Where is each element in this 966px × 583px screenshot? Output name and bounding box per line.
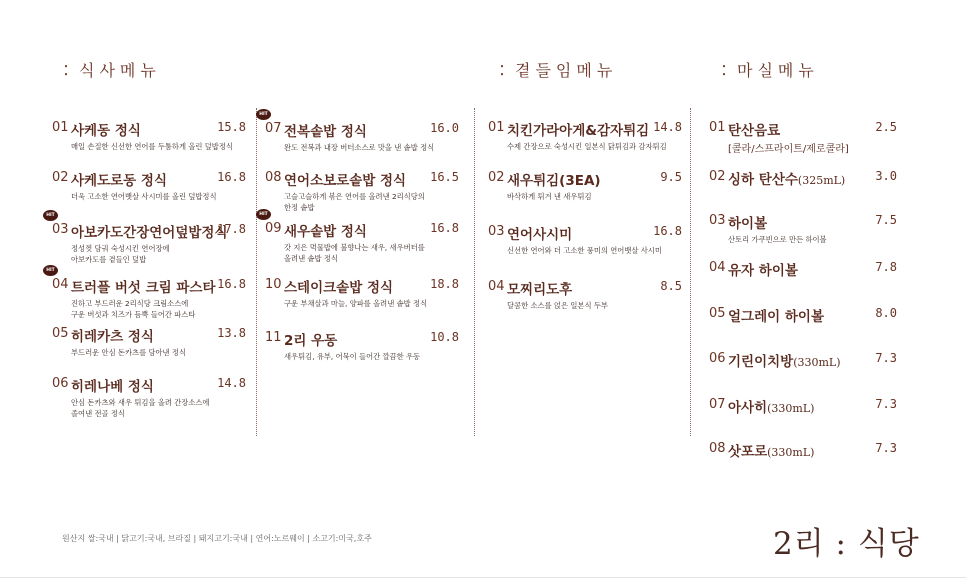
section-title-meal: ∶식사메뉴 (58, 61, 161, 80)
item-name (728, 259, 798, 279)
item-header (52, 277, 246, 295)
item-price: 16.0 (430, 121, 459, 135)
item-description (52, 298, 246, 320)
item-number: 04 (709, 260, 726, 275)
item-name-text: 삿포로 (728, 444, 768, 460)
item-price: 2.5 (875, 120, 897, 134)
item-description (265, 351, 459, 362)
item-description (265, 191, 459, 213)
item-name-text: 히레나베 정식 (71, 379, 154, 395)
item-name (728, 119, 780, 139)
menu-item (709, 397, 897, 415)
item-header (265, 121, 459, 139)
item-price: 7.3 (875, 397, 897, 411)
item-name-text: 2리 우동 (284, 333, 338, 349)
menu-item (709, 351, 897, 369)
item-name-text: 아사히 (728, 400, 768, 416)
item-name-text: 탄산음료 (728, 123, 781, 139)
menu-item (265, 277, 459, 309)
item-price: 16.8 (217, 277, 246, 291)
item-name (728, 440, 814, 460)
item-number: 01 (488, 120, 505, 135)
menu-item (46, 213, 246, 265)
item-header (265, 277, 459, 295)
item-number: 06 (52, 376, 69, 391)
origin-note: 원산지 쌀:국내 | 닭고기:국내, 브라질 | 돼지고기:국내 | 연어:노르웨이 | 소고기:미국,호주 (62, 534, 372, 543)
item-name (507, 119, 649, 139)
item-name (284, 169, 406, 189)
item-description (709, 234, 897, 245)
item-name (71, 119, 141, 139)
menu-item (46, 268, 246, 320)
item-header (265, 330, 459, 348)
menu-item (709, 213, 897, 245)
item-name-text: 스테이크솥밥 정식 (284, 280, 394, 296)
item-number: 02 (488, 170, 505, 185)
hit-badge-icon: HIT (256, 109, 271, 120)
description-line: 산토리 가쿠빈으로 만든 하이볼 (728, 235, 827, 244)
item-number: 05 (52, 326, 69, 341)
item-number: 04 (52, 277, 69, 292)
item-price: 17.8 (217, 222, 246, 236)
description-line: 완도 전복과 내장 버터소스로 맛을 낸 솥밥 정식 (284, 143, 435, 152)
item-header (488, 279, 682, 297)
description-line: 고슬고슬하게 볶은 연어를 올려낸 2리식당의 (284, 192, 425, 201)
item-description (265, 242, 459, 264)
item-volume: (330mL) (767, 402, 815, 415)
menu-item (259, 212, 459, 264)
hit-badge-icon: HIT (43, 265, 58, 276)
item-name-text: 새우솥밥 정식 (284, 224, 367, 240)
item-name (728, 396, 814, 416)
description-line: 달콤한 소스를 얹은 일본식 두부 (507, 301, 608, 310)
menu-item (259, 112, 459, 153)
item-name-text: 사케동 정식 (71, 123, 141, 139)
menu-item (52, 170, 246, 202)
item-header (488, 120, 682, 138)
column-divider (474, 108, 475, 436)
item-name (71, 169, 167, 189)
item-name-text: 싱하 탄산수 (728, 172, 798, 188)
item-number: 09 (265, 221, 282, 236)
item-description (52, 397, 246, 419)
item-number: 08 (265, 170, 282, 185)
menu-item (709, 306, 897, 324)
item-header (488, 224, 682, 242)
description-line: 아보카도를 곁들인 덮밥 (71, 255, 147, 264)
item-description (488, 141, 682, 152)
item-volume: (330mL) (793, 356, 841, 369)
item-number: 02 (52, 170, 69, 185)
item-price: 13.8 (217, 326, 246, 340)
item-name-text: 새우튀김(3EA) (507, 173, 601, 189)
item-header (488, 170, 682, 188)
item-price: 18.8 (430, 277, 459, 291)
menu-item (265, 330, 459, 362)
description-line: 올려낸 솥밥 정식 (284, 254, 338, 263)
menu-item (709, 120, 897, 155)
menu-item (488, 279, 682, 311)
item-price: 3.0 (875, 169, 897, 183)
item-header (709, 213, 897, 231)
item-header (709, 351, 897, 369)
description-line: 부드러운 안심 돈카츠를 담아낸 정식 (71, 348, 187, 357)
item-header (52, 222, 246, 240)
hit-badge-icon: HIT (43, 210, 58, 221)
item-price: 7.3 (875, 441, 897, 455)
item-number: 03 (488, 224, 505, 239)
description-line: 갓 지은 먹물밥에 불향나는 새우, 새우버터를 (284, 243, 425, 252)
section-title-drink: ∶마실메뉴 (716, 61, 819, 80)
item-price: 7.5 (875, 213, 897, 227)
item-price: 16.8 (217, 170, 246, 184)
item-name-text: 히레카츠 정식 (71, 329, 154, 345)
item-number: 02 (709, 169, 726, 184)
item-header (52, 170, 246, 188)
item-header (52, 120, 246, 138)
item-name-text: 사케도로동 정식 (71, 173, 167, 189)
item-name (507, 223, 572, 243)
column-divider (256, 108, 257, 436)
item-name-text: 유자 하이볼 (728, 263, 798, 279)
item-number: 06 (709, 351, 726, 366)
section-title-side: ∶곁들임메뉴 (494, 61, 618, 80)
item-name (284, 220, 367, 240)
item-name-text: 트러플 버섯 크림 파스타 (71, 280, 216, 296)
item-description (265, 142, 459, 153)
item-note: [콜라/스프라이트/제로콜라] (728, 144, 849, 155)
description-line: 졸여낸 전골 정식 (71, 409, 125, 418)
item-name (71, 276, 216, 296)
hit-badge-icon: HIT (256, 209, 271, 220)
item-name (728, 212, 767, 232)
item-price: 10.8 (430, 330, 459, 344)
item-description (488, 191, 682, 202)
item-header (709, 306, 897, 324)
description-line: 신선한 연어와 더 고소한 풍미의 연어뱃살 사시미 (507, 246, 662, 255)
item-number: 07 (265, 121, 282, 136)
item-name-text: 모찌리도후 (507, 282, 573, 298)
item-header (265, 221, 459, 239)
description-line: 안심 돈카츠와 새우 튀김을 올려 간장소스에 (71, 398, 210, 407)
description-line: 새우튀김, 유부, 어묵이 들어간 깔끔한 우동 (284, 352, 421, 361)
item-number: 03 (709, 213, 726, 228)
menu-item (52, 326, 246, 358)
item-description (52, 347, 246, 358)
item-header (52, 326, 246, 344)
item-number: 11 (265, 330, 282, 345)
item-name (284, 276, 393, 296)
item-description (488, 300, 682, 311)
item-number: 03 (52, 222, 69, 237)
item-name (284, 120, 367, 140)
item-header (709, 120, 897, 138)
item-number: 08 (709, 441, 726, 456)
bottom-rule (0, 577, 966, 578)
item-price: 14.8 (653, 120, 682, 134)
restaurant-logo: 2리 : 식당 (773, 526, 920, 562)
item-number: 07 (709, 397, 726, 412)
description-line: 매일 손질한 신선한 연어를 두툼하게 올린 덮밥정식 (71, 142, 233, 151)
item-name-text: 기린이치방 (728, 354, 794, 370)
item-name-text: 얼그레이 하이볼 (728, 309, 824, 325)
menu-item (265, 170, 459, 213)
menu-item (709, 169, 897, 187)
item-name (728, 305, 824, 325)
item-number: 01 (52, 120, 69, 135)
item-description (52, 141, 246, 152)
description-line: 한정 솥밥 (284, 203, 315, 212)
item-volume: (325mL) (797, 174, 846, 187)
description-line: 더욱 고소한 연어뱃살 사시미를 올린 덮밥정식 (71, 192, 217, 201)
item-name (71, 375, 154, 395)
item-name-text: 연어소보로솥밥 정식 (284, 173, 407, 189)
description-line: 구운 부채살과 마늘, 양파를 올려낸 솥밥 정식 (284, 299, 428, 308)
item-header (265, 170, 459, 188)
item-number: 10 (265, 277, 282, 292)
item-volume: (330mL) (767, 446, 815, 459)
item-name-text: 아보카도간장연어덮밥정식 (71, 225, 228, 241)
item-header (52, 376, 246, 394)
item-name (728, 350, 841, 370)
item-name-text: 하이볼 (728, 216, 768, 232)
item-header (709, 441, 897, 459)
menu-item (488, 170, 682, 202)
item-name (728, 168, 845, 188)
column-divider (690, 108, 691, 436)
item-price: 14.8 (217, 376, 246, 390)
menu-item (488, 224, 682, 256)
description-line: 바삭하게 튀겨 낸 새우튀김 (507, 192, 592, 201)
item-header (709, 169, 897, 187)
item-header (709, 260, 897, 278)
item-name (71, 325, 154, 345)
item-name-text: 전복솥밥 정식 (284, 124, 367, 140)
description-line: 진하고 부드러운 2리식당 크림소스에 (71, 299, 189, 308)
menu-item (52, 376, 246, 419)
item-price: 15.8 (217, 120, 246, 134)
item-description (52, 243, 246, 265)
description-line: 수제 간장으로 숙성시킨 일본식 닭튀김과 감자튀김 (507, 142, 667, 151)
menu-item (709, 260, 897, 278)
item-description (265, 298, 459, 309)
menu-item (709, 441, 897, 459)
item-description (488, 245, 682, 256)
item-price: 16.8 (653, 224, 682, 238)
item-price: 8.5 (660, 279, 682, 293)
item-description (52, 191, 246, 202)
description-line: 정성껏 담궈 숙성시킨 연어장에 (71, 244, 170, 253)
item-price: 7.8 (875, 260, 897, 274)
menu-item (52, 120, 246, 152)
item-price: 16.8 (430, 221, 459, 235)
item-number: 01 (709, 120, 726, 135)
item-name (71, 221, 228, 241)
item-number: 05 (709, 306, 726, 321)
item-price: 16.5 (430, 170, 459, 184)
item-price: 7.3 (875, 351, 897, 365)
menu-item (488, 120, 682, 152)
item-name-text: 치킨가라아게&감자튀김 (507, 123, 650, 139)
item-price: 9.5 (660, 170, 682, 184)
item-header (709, 397, 897, 415)
description-line: 구운 버섯과 치즈가 듬뿍 들어간 파스타 (71, 310, 196, 319)
item-name (284, 329, 337, 349)
item-name (507, 278, 572, 298)
item-number: 04 (488, 279, 505, 294)
item-name-text: 연어사시미 (507, 227, 573, 243)
item-name (507, 169, 601, 189)
item-price: 8.0 (875, 306, 897, 320)
